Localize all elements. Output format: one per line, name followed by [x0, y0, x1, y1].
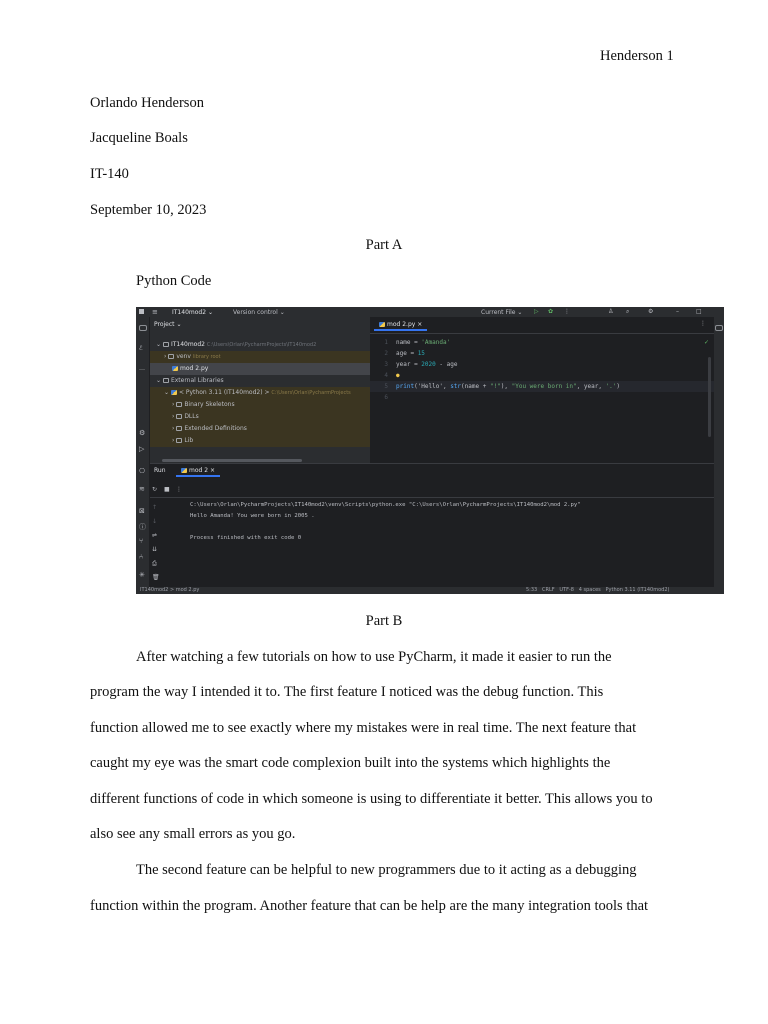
project-panel	[150, 317, 370, 463]
code-line: 1 name = 'Amanda'	[384, 339, 451, 346]
code-line: 2 age = 15	[384, 350, 425, 357]
gear-icon: ⚙	[648, 308, 654, 315]
version-icon: ⑃	[139, 553, 144, 561]
print-icon: ⎙	[152, 560, 157, 567]
notifications-icon	[715, 325, 723, 331]
code-line: 5 print('Hello', str(name + "!"), "You were born in", year, '.')	[370, 381, 714, 392]
code-editor	[370, 317, 714, 463]
paragraph-line: After watching a few tutorials on how to use PyCharm, it made it easier to run the	[136, 649, 612, 665]
layers-icon: ≋	[139, 485, 145, 493]
more-icon: ⋮	[564, 308, 570, 315]
running-head: Henderson 1	[600, 48, 674, 64]
status-breadcrumb: IT140mod2 > mod 2.py	[140, 587, 200, 593]
services-icon: ⎔	[139, 467, 146, 475]
console-line: Process finished with exit code 0	[190, 535, 302, 541]
tree-row: ⌄ External Libraries	[156, 377, 224, 384]
tool-strip-right	[714, 317, 724, 587]
rerun-icon: ↻	[152, 486, 158, 493]
library-icon	[163, 378, 169, 383]
problems-icon: ⓘ	[139, 523, 146, 531]
paragraph-line: The second feature can be helpful to new programmers due to it acting as a debugging	[136, 862, 637, 878]
tree-row: › Extended Definitions	[150, 423, 370, 435]
python-packages-icon: ⚙	[139, 429, 146, 437]
python-file-icon	[172, 366, 178, 371]
hamburger-icon: ≡	[152, 308, 158, 316]
git-icon: ⑂	[139, 537, 144, 545]
minimize-icon: –	[676, 308, 679, 315]
folder-icon	[163, 342, 169, 347]
wrap-icon: ⇌	[152, 532, 158, 539]
date: September 10, 2023	[90, 202, 207, 218]
ide-title-bar	[136, 307, 724, 317]
vertical-scrollbar	[708, 357, 711, 437]
structure-tool-icon: ℰ	[139, 345, 143, 352]
project-switcher: IT140mod2 ⌄	[172, 309, 213, 316]
bug-icon: ✳	[139, 571, 145, 579]
code-line: 3 year = 2020 - age	[384, 361, 458, 368]
run-panel	[150, 463, 714, 587]
pycharm-screenshot	[136, 307, 724, 594]
terminal-icon: ⊠	[139, 507, 145, 515]
tree-row: mod 2.py	[150, 363, 370, 375]
project-panel-header: Project ⌄	[154, 321, 182, 328]
paragraph-line: function within the program. Another feature that can be help are the many integration tools that	[90, 898, 649, 914]
run-panel-label: Run	[154, 467, 166, 474]
up-arrow-icon: ↑	[152, 504, 158, 511]
stop-icon: ■	[164, 486, 170, 493]
part-a-subtitle: Python Code	[136, 273, 212, 289]
scroll-end-icon: ⇊	[152, 546, 158, 553]
down-arrow-icon: ↓	[152, 518, 158, 525]
python-file-icon	[379, 322, 385, 327]
console-line: C:\Users\Orlan\PycharmProjects\IT140mod2\venv\Scripts\python.exe "C:\Users\Orlan\PycharmProjects\IT140mod2\mod 2.py"	[190, 502, 581, 508]
paragraph-line: caught my eye was the smart code complexion built into the systems which highlights the	[90, 755, 611, 771]
editor-tab: mod 2.py ×	[374, 319, 427, 331]
tree-row: › Binary Skeletons	[150, 399, 370, 411]
maximize-icon: □	[696, 308, 702, 315]
tree-row: ⌄ < Python 3.11 (IT140mod2) > C:\Users\Orlan\PycharmProjects	[150, 387, 370, 399]
run-tab: mod 2 ×	[176, 465, 220, 477]
paragraph-line: also see any small errors as you go.	[90, 826, 296, 842]
run-tool-icon: ▷	[139, 445, 145, 453]
editor-more-icon: ⋮	[700, 320, 706, 327]
paragraph-line: function allowed me to see exactly where my mistakes were in real time. The next feature that	[90, 720, 637, 736]
code-line: 4 ●	[384, 372, 400, 379]
author-name: Orlando Henderson	[90, 95, 204, 111]
lightbulb-icon: ●	[396, 372, 400, 379]
paragraph-line: different functions of code in which someone is using to differentiate it better. This allows you to	[90, 791, 653, 807]
tree-row: › venv library root	[150, 351, 370, 363]
search-icon: ⌕	[626, 308, 630, 315]
status-info: 5:33 CRLF UTF-8 4 spaces Python 3.11 (IT140mod2)	[526, 587, 670, 593]
python-sdk-icon	[171, 390, 177, 395]
run-config-selector: Current File ⌄	[481, 309, 523, 316]
part-a-title: Part A	[365, 237, 403, 253]
tree-row: › Lib	[150, 435, 370, 447]
status-bar	[136, 587, 724, 594]
part-b-title: Part B	[365, 613, 403, 629]
user-icon: ♙	[608, 308, 614, 315]
folder-icon	[176, 402, 182, 407]
run-more-icon: ⋮	[176, 486, 182, 493]
paragraph-line: program the way I intended it to. The first feature I noticed was the debug function. This	[90, 684, 604, 700]
ide-logo-icon	[139, 309, 144, 314]
folder-icon	[168, 354, 174, 359]
console-line: Hello Amanda! You were born in 2005 .	[190, 513, 315, 519]
more-tools-icon: …	[139, 365, 145, 372]
tool-strip-left	[136, 317, 150, 587]
folder-icon	[176, 414, 182, 419]
tree-row: › DLLs	[150, 411, 370, 423]
python-file-icon	[181, 468, 187, 473]
debug-icon: ✿	[548, 308, 554, 315]
project-tool-icon	[139, 325, 147, 331]
trash-icon: 🗑	[152, 574, 160, 581]
version-control-menu: Version control ⌄	[233, 309, 285, 316]
instructor-name: Jacqueline Boals	[90, 130, 188, 146]
folder-icon	[176, 438, 182, 443]
tree-row: ⌄ IT140mod2 C:\Users\Orlan\PycharmProjects\IT140mod2	[156, 341, 317, 348]
folder-icon	[176, 426, 182, 431]
no-problems-check-icon: ✓	[704, 339, 710, 346]
run-icon: ▷	[534, 308, 539, 315]
code-line: 6	[384, 394, 388, 401]
horizontal-scrollbar	[162, 459, 302, 462]
course-code: IT-140	[90, 166, 129, 182]
